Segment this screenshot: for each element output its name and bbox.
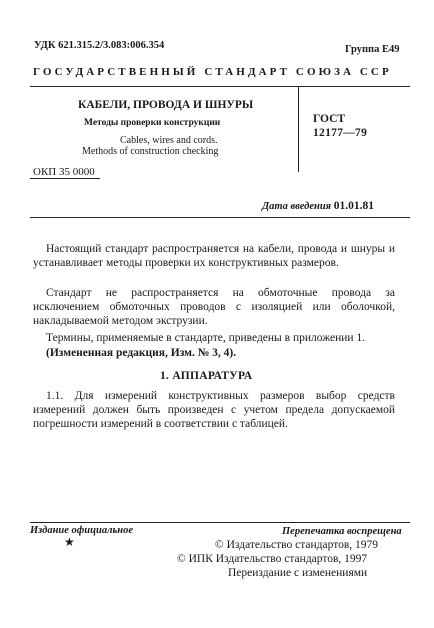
effective-date-label: Дата введения	[262, 201, 332, 212]
reprint-prohibited-label: Перепечатка воспрещена	[282, 526, 402, 537]
official-edition-label: Издание официальное	[30, 525, 134, 536]
date-divider	[30, 217, 410, 218]
effective-date	[262, 200, 374, 212]
group-code: Группа Е49	[345, 44, 400, 55]
amendment-note: (Измененная редакция, Изм. № 3, 4).	[46, 347, 237, 359]
copyright-line-2: © ИПК Издательство стандартов, 1997	[177, 553, 368, 565]
section-title: 1. АППАРАТУРА	[160, 370, 253, 382]
document-subtitle: Методы проверки конструкции	[84, 118, 221, 128]
paragraph-terms: Термины, применяемые в стандарте, приведены в приложении 1.	[46, 332, 366, 344]
footer-divider	[30, 522, 410, 523]
paragraph-exclusion: Стандарт не распространяется на обмоточные провода за исключением обмоточных проводов с изоляцией или оболочкой, накладываемой методом экструзии.	[33, 287, 395, 327]
okp-code: ОКП 35 0000	[33, 166, 95, 178]
document-title: КАБЕЛИ, ПРОВОДА И ШНУРЫ	[78, 99, 254, 111]
title-block-divider	[298, 87, 299, 172]
copyright-line-1: © Издательство стандартов, 1979	[215, 539, 379, 551]
gost-number: 12177—79	[313, 127, 368, 139]
okp-underline	[30, 178, 100, 179]
english-title-line-1: Cables, wires and cords.	[120, 135, 218, 146]
gost-label: ГОСТ	[313, 113, 346, 125]
udk-code: УДК 621.315.2/3.083:006.354	[34, 40, 165, 51]
star-icon: ★	[64, 535, 75, 549]
reissue-note: Переиздание с изменениями	[228, 567, 368, 579]
paragraph-1-1: 1.1. Для измерений конструктивных размеров выбор средств измерений должен быть произведен с учетом предела допускаемой погрешности измерений в соответствии с таблицей.	[33, 390, 395, 430]
top-divider	[30, 86, 410, 87]
effective-date-value: 01.01.81	[333, 200, 374, 212]
state-standard-heading: ГОСУДАРСТВЕННЫЙ СТАНДАРТ СОЮЗА ССР	[33, 66, 392, 78]
english-title-line-2: Methods of construction checking	[82, 146, 219, 157]
paragraph-scope: Настоящий стандарт распространяется на кабели, провода и шнуры и устанавливает методы проверки их конструктивных размеров.	[33, 243, 395, 269]
